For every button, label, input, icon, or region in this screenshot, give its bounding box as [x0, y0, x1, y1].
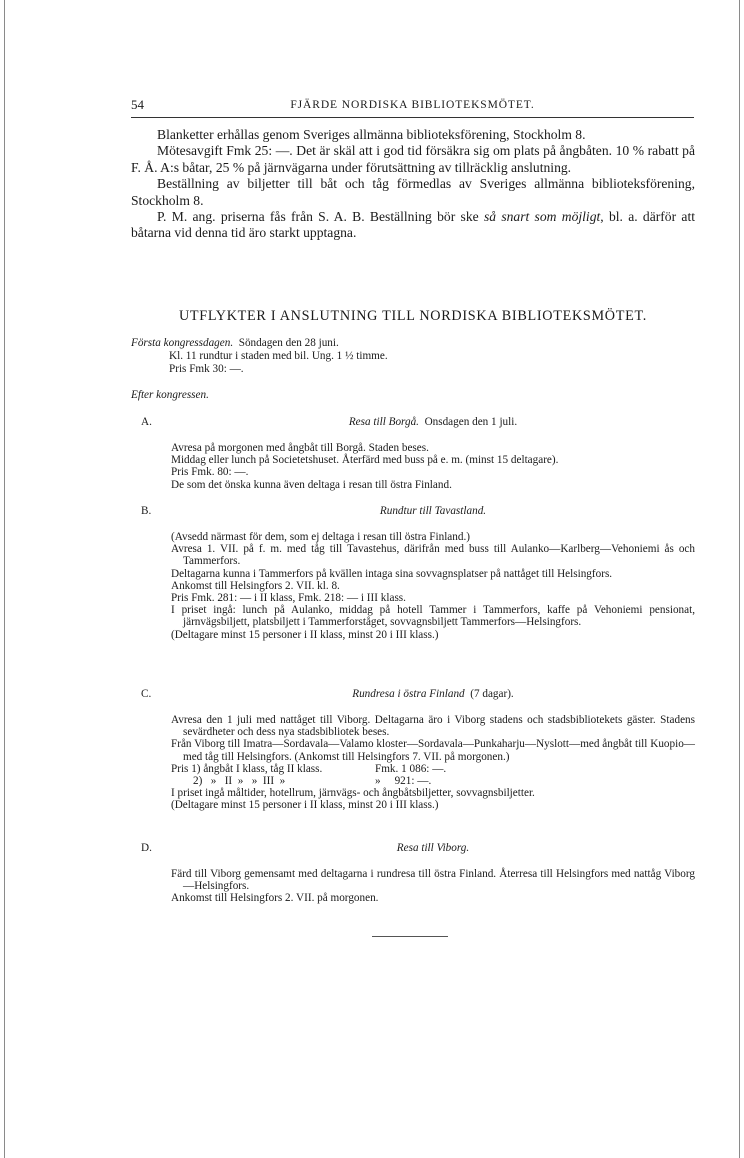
price-row — [171, 763, 695, 775]
intro-paragraph: Beställning av biljetter till båt och tåg förmedlas av Sveriges allmänna biblioteksförening, Stockholm 8. — [131, 176, 695, 208]
first-day-block — [131, 337, 695, 376]
end-rule — [372, 936, 448, 937]
excursion-letter: C. — [141, 688, 152, 700]
intro-paragraph: Mötesavgift Fmk 25: —. Det är skäl att i god tid försäkra sig om plats på ångbåten. 10 % rabatt på F. Å. A:s båtar, 25 % på järnvägarna under förutsättning av tillräcklig anslutning. — [131, 143, 695, 175]
excursion-line: Avresa 1. VII. på f. m. med tåg till Tavastehus, därifrån med buss till Aulanko—Karlberg—Vehoniemi ås och Tammerfors. — [171, 543, 695, 568]
excursion-line: I priset ingå: lunch på Aulanko, middag på hotell Tammer i Tammerfors, kaffe på Vehoniemi pensionat, järnvägsbiljett, platsbiljett i Tammerforståget, sovvagnsbiljett Tammerfors—Helsingfors. — [171, 604, 695, 629]
excursion-line: Färd till Viborg gemensamt med deltagarna i rundresa till östra Finland. Återresa till Helsingfors med nattåg Viborg—Helsingfors. — [171, 868, 695, 893]
intro-paragraph: Blanketter erhållas genom Sveriges allmänna biblioteksförening, Stockholm 8. — [157, 127, 586, 142]
excursion-line: Pris Fmk. 281: — i II klass, Fmk. 218: — i III klass. — [171, 592, 406, 605]
excursion-a — [141, 416, 695, 491]
page-edge-right — [739, 0, 740, 1158]
excursion-title: Resa till Borgå. — [348, 416, 419, 428]
excursion-letter: A. — [141, 416, 152, 428]
excursion-line: De som det önska kunna även deltaga i resan till östra Finland. — [171, 478, 452, 491]
section-title: UTFLYKTER I ANSLUTNING TILL NORDISKA BIBLIOTEKSMÖTET. — [178, 308, 648, 324]
excursion-b — [141, 505, 695, 641]
price-row-right: Fmk. 1 086: —. — [375, 762, 447, 775]
page-edge-left — [4, 0, 5, 1158]
excursion-line: (Deltagare minst 15 personer i II klass, minst 20 i III klass.) — [171, 628, 439, 641]
first-day-date: Söndagen den 28 juni. — [238, 337, 339, 349]
excursion-line: Avresa på morgonen med ångbåt till Borgå. Staden beses. — [171, 442, 429, 454]
intro-paragraph: P. M. ang. priserna fås från S. A. B. Beställning bör ske så snart som möjligt, bl. a. därför att båtarna vid denna tid äro starkt upptagna. — [131, 209, 695, 241]
excursion-line: Ankomst till Helsingfors 2. VII. på morgonen. — [171, 892, 379, 905]
excursion-line: (Avsedd närmast för dem, som ej deltaga i resan till östra Finland.) — [171, 531, 470, 543]
excursion-line: Deltagarna kunna i Tammerfors på kvällen intaga sina sovvagnsplatser på nattåget till Helsingfors. — [171, 567, 613, 580]
excursion-date: (7 dagar). — [470, 688, 514, 700]
first-day-label: Första kongressdagen. — [131, 337, 234, 349]
excursion-line: Pris Fmk. 80: —. — [171, 466, 249, 479]
excursion-line: I priset ingå måltider, hotellrum, järnvägs- och ångbåtsbiljetter, sovvagnsbiljetter. — [171, 787, 535, 800]
after-congress-label: Efter kongressen. — [131, 389, 209, 401]
excursion-letter: D. — [141, 842, 152, 854]
page-number: 54 — [131, 97, 144, 112]
excursion-date: Onsdagen den 1 juli. — [424, 416, 518, 428]
excursion-line: Ankomst till Helsingfors 2. VII. kl. 8. — [171, 579, 340, 592]
page-header — [131, 97, 694, 118]
price-row-left: Pris 1) ångbåt I klass, tåg II klass. — [171, 762, 323, 775]
excursion-line: Avresa den 1 juli med nattåget till Viborg. Deltagarna äro i Viborg stadens och stadsbibliotekets gäster. Stadens sevärdheter och dess nya stadsbibliotek beses. — [171, 714, 695, 739]
excursion-title: Rundtur till Tavastland. — [379, 505, 487, 517]
price-row — [171, 775, 695, 787]
running-title: FJÄRDE NORDISKA BIBLIOTEKSMÖTET. — [290, 99, 535, 111]
first-day-line: Pris Fmk 30: —. — [169, 363, 244, 375]
excursion-title: Resa till Viborg. — [396, 842, 470, 854]
first-day-line: Kl. 11 rundtur i staden med bil. Ung. 1 ½ timme. — [169, 350, 388, 362]
price-row-left: 2) » II » » III » — [193, 775, 286, 787]
excursion-line: Från Viborg till Imatra—Sordavala—Valamo kloster—Sordavala—Punkaharju—Nyslott—med ångbåt till Kuopio—med tåg till Helsingfors. (Ankomst till Helsingfors 7. VII. på morgonen.) — [171, 738, 695, 763]
excursion-line: Middag eller lunch på Societetshuset. Återfärd med buss på e. m. (minst 15 deltagare). — [171, 454, 559, 467]
price-row-right: » 921: —. — [375, 775, 432, 787]
intro-text — [131, 127, 695, 242]
excursion-line: (Deltagare minst 15 personer i II klass, minst 20 i III klass.) — [171, 799, 439, 812]
excursion-title: Rundresa i östra Finland — [352, 688, 465, 700]
excursion-letter: B. — [141, 505, 152, 517]
excursion-d — [141, 842, 695, 905]
excursion-c — [141, 688, 695, 812]
